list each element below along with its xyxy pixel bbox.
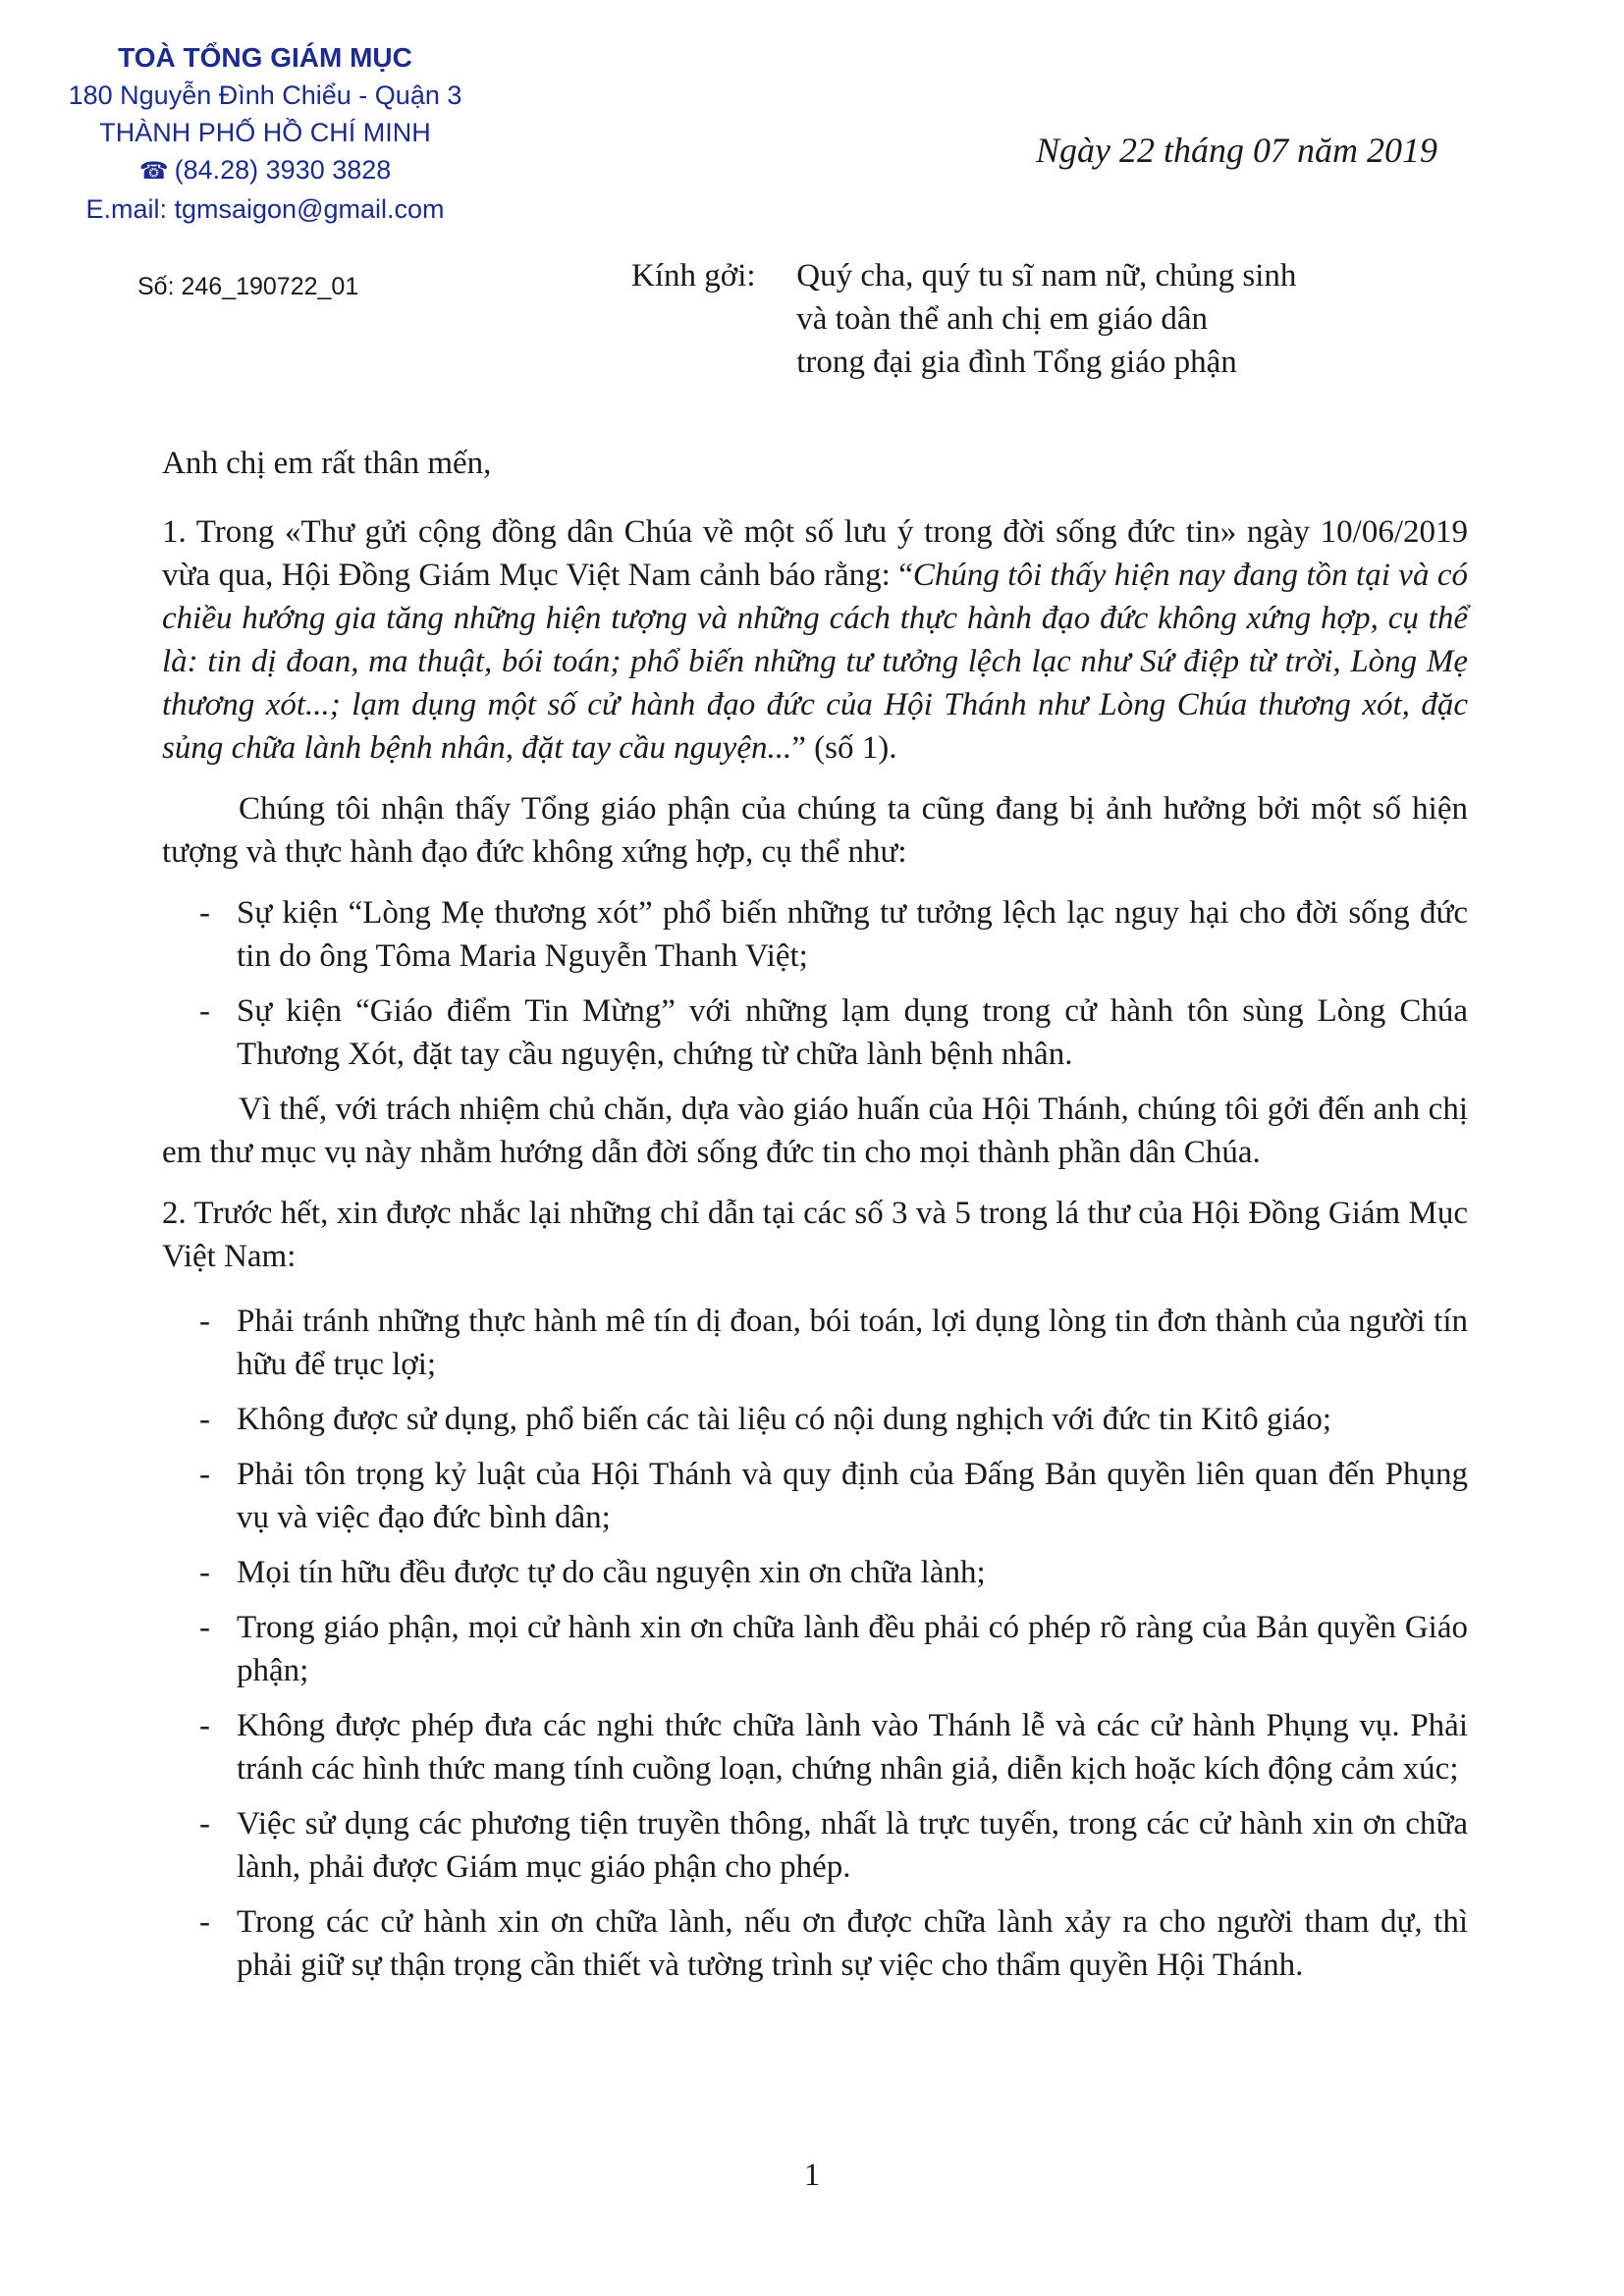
- recipient-line: Quý cha, quý tu sĩ nam nữ, chủng sinh: [796, 258, 1297, 294]
- recipient-label: Kính gởi:: [631, 258, 756, 294]
- list-item: - Phải tôn trọng kỷ luật của Hội Thánh và quy định của Đấng Bản quyền liên quan đến Phụng vụ và việc đạo đức bình dân;: [199, 1457, 1468, 1535]
- list-item: - Không được phép đưa các nghi thức chữa lành vào Thánh lễ và các cử hành Phụng vụ. Phải tránh các hình thức mang tính cuồng loạn, chứng nhân giả, diễn kịch hoặc kích động cảm xúc;: [199, 1708, 1468, 1787]
- list-item: - Mọi tín hữu đều được tự do cầu nguyện xin ơn chữa lành;: [199, 1555, 986, 1590]
- org-email: E.mail: tgmsaigon@gmail.com: [85, 194, 445, 224]
- guidelines-list: [162, 1300, 1468, 1987]
- org-phone-line: [39, 151, 491, 190]
- list-item: - Sự kiện “Giáo điểm Tin Mừng” với những lạm dụng trong cử hành tôn sùng Lòng Chúa Thương Xót, đặt tay cầu nguyện, chứng từ chữa lành bệnh nhân.: [199, 993, 1468, 1072]
- recipient-line: và toàn thể anh chị em giáo dân: [796, 301, 1209, 337]
- list-item: - Phải tránh những thực hành mê tín dị đoan, bói toán, lợi dụng lòng tin đơn thành của người tín hữu để trục lợi;: [199, 1304, 1468, 1382]
- page-number: 1: [803, 2158, 821, 2193]
- org-city: THÀNH PHỐ HỒ CHÍ MINH: [99, 118, 431, 147]
- hdgm-quote: Chúng tôi thấy hiện nay đang tồn tại và có chiều hướng gia tăng những hiện tượng và những cách thực hành đạo đức không xứng hợp, cụ thể là: tin dị đoan, ma thuật, bói toán; phổ biến những tư tưởng lệch lạc như Sứ điệp từ trời, Lòng Mẹ thương xót...; lạm dụng một số cử hành đạo đức của Hội Thánh như Lòng Chúa thương xót, đặc sủng chữa lành bệnh nhân, đặt tay cầu nguyện...: [162, 558, 1468, 766]
- section1-paragraph-2: Chúng tôi nhận thấy Tổng giáo phận của chúng ta cũng đang bị ảnh hưởng bởi một số hiện tượng và thực hành đạo đức không xứng hợp, cụ thể như:: [162, 791, 1468, 870]
- section1-paragraph-3: Vì thế, với trách nhiệm chủ chăn, dựa vào giáo huấn của Hội Thánh, chúng tôi gởi đến anh chị em thư mục vụ này nhằm hướng dẫn đời sống đức tin cho mọi thành phần dân Chúa.: [162, 1092, 1468, 1170]
- letterhead: [39, 39, 491, 228]
- section1-paragraph: [162, 510, 1468, 770]
- section1-lead: 1. Trong «Thư gửi cộng đồng dân Chúa về một số lưu ý trong đời sống đức tin» ngày 10/06/2019 vừa qua, Hội Đồng Giám Mục Việt Nam cảnh báo rằng: “: [162, 514, 1468, 593]
- list-item: - Sự kiện “Lòng Mẹ thương xót” phổ biến những tư tưởng lệch lạc nguy hại cho đời sống đức tin do ông Tôma Maria Nguyễn Thanh Việt;: [199, 895, 1468, 974]
- recipient-block: [631, 254, 1296, 384]
- list-item: - Việc sử dụng các phương tiện truyền thông, nhất là trực tuyến, trong các cử hành xin ơn chữa lành, phải được Giám mục giáo phận cho phép.: [199, 1806, 1468, 1885]
- phone-icon: ☎: [138, 158, 169, 185]
- letter-date: Ngày 22 tháng 07 năm 2019: [1036, 131, 1437, 170]
- section1-tail: ” (số 1).: [791, 730, 897, 766]
- org-phone: (84.28) 3930 3828: [174, 155, 392, 185]
- document-number: Số: 246_190722_01: [137, 273, 359, 300]
- section2-lead: 2. Trước hết, xin được nhắc lại những chỉ dẫn tại các số 3 và 5 trong lá thư của Hội Đồng Giám Mục Việt Nam:: [162, 1196, 1468, 1274]
- list-item: - Trong các cử hành xin ơn chữa lành, nếu ơn được chữa lành xảy ra cho người tham dự, thì phải giữ sự thận trọng cần thiết và tường trình sự việc cho thẩm quyền Hội Thánh.: [199, 1904, 1468, 1983]
- list-item: - Trong giáo phận, mọi cử hành xin ơn chữa lành đều phải có phép rõ ràng của Bản quyền Giáo phận;: [199, 1610, 1468, 1688]
- recipient-lines: [796, 254, 1296, 384]
- list-item: - Không được sử dụng, phổ biến các tài liệu có nội dung nghịch với đức tin Kitô giáo;: [199, 1402, 1332, 1437]
- greeting: Anh chị em rất thân mến,: [162, 446, 492, 481]
- recipient-line: trong đại gia đình Tổng giáo phận: [796, 345, 1237, 380]
- letter-body: [162, 442, 1468, 1999]
- org-address: 180 Nguyễn Đình Chiểu - Quận 3: [68, 80, 462, 110]
- phenomena-list: [162, 891, 1468, 1076]
- org-name: TOÀ TỔNG GIÁM MỤC: [118, 42, 412, 73]
